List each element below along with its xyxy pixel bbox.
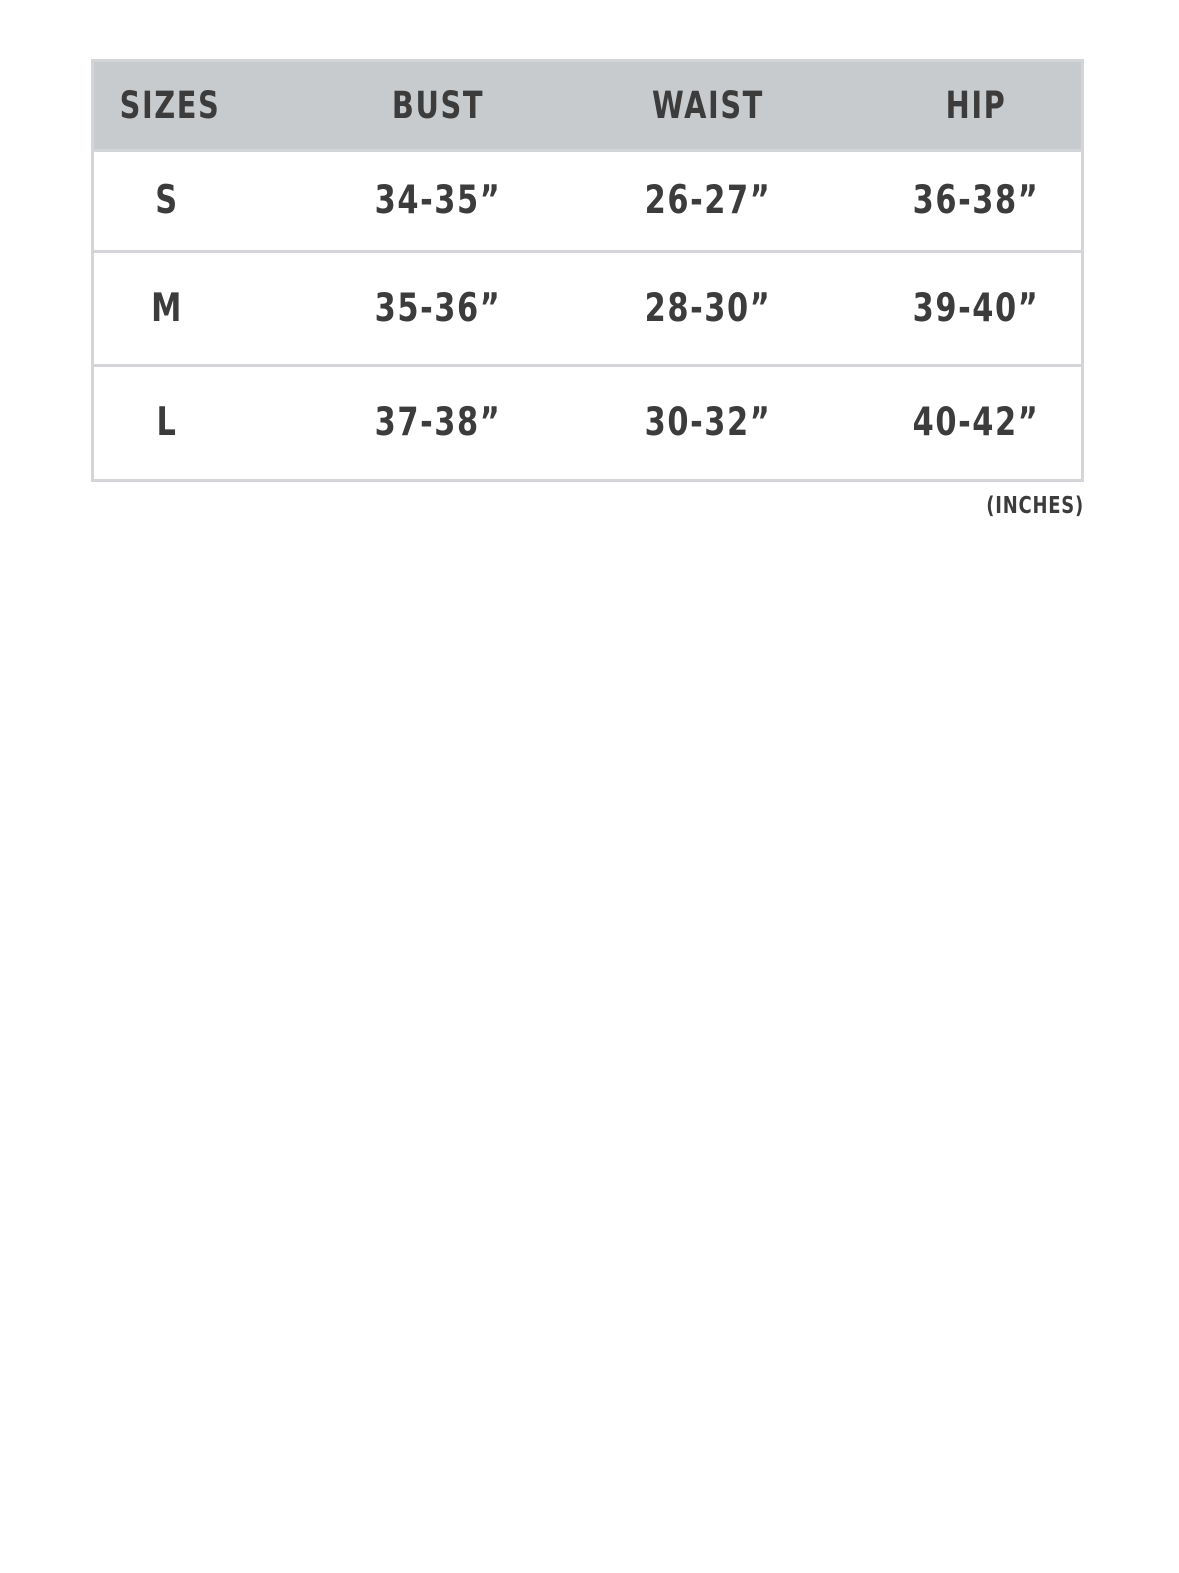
cell-waist: 26-27” — [644, 178, 772, 223]
cell-size: M — [151, 285, 183, 331]
cell-size: L — [156, 400, 178, 445]
units-note: (INCHES) — [986, 493, 1084, 519]
table-header-row — [94, 62, 1081, 149]
cell-waist: 28-30” — [644, 285, 772, 331]
table-row — [94, 250, 1081, 364]
header-hip: HIP — [945, 83, 1007, 127]
cell-hip: 39-40” — [912, 285, 1040, 331]
cell-hip: 36-38” — [912, 178, 1040, 223]
cell-hip: 40-42” — [912, 400, 1040, 445]
header-waist: WAIST — [652, 83, 764, 127]
table-row — [94, 149, 1081, 250]
cell-bust: 35-36” — [374, 285, 502, 331]
header-sizes: SIZES — [119, 83, 221, 127]
cell-bust: 37-38” — [374, 400, 502, 445]
table-row — [94, 364, 1081, 479]
size-chart-table — [91, 59, 1084, 482]
header-bust: BUST — [391, 83, 485, 127]
cell-bust: 34-35” — [374, 178, 502, 223]
cell-size: S — [155, 178, 179, 223]
cell-waist: 30-32” — [644, 400, 772, 445]
